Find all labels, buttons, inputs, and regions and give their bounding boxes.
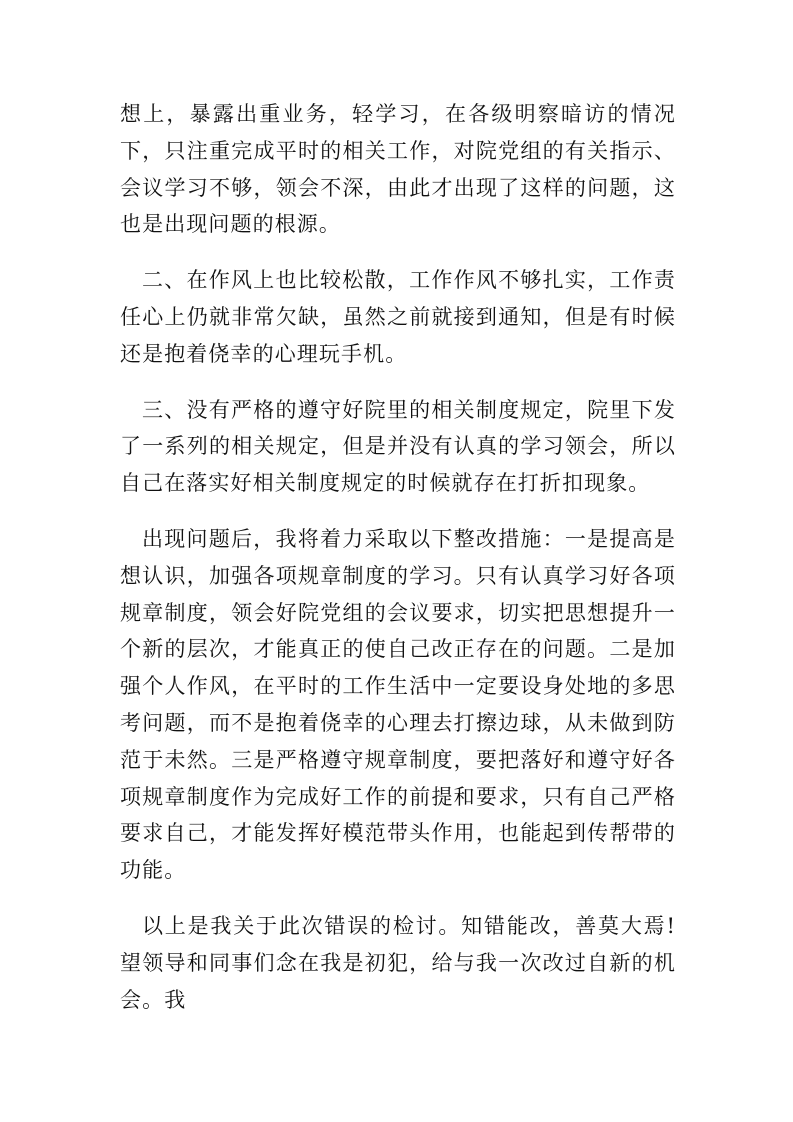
paragraph-conclusion: 以上是我关于此次错误的检讨。知错能改，善莫大焉!望领导和同事们念在我是初犯，给与我一次改过自新的机会。我 xyxy=(120,913,676,1012)
document-body xyxy=(120,96,676,1037)
paragraph-rules-compliance: 三、没有严格的遵守好院里的相关制度规定，院里下发了一系列的相关规定，但是并没有认真的学习领会，所以自己在落实好相关制度规定的时候就存在打折扣现象。 xyxy=(120,397,676,496)
paragraph-continuation: 想上，暴露出重业务，轻学习，在各级明察暗访的情况下，只注重完成平时的相关工作，对院党组的有关指示、会议学习不够，领会不深，由此才出现了这样的问题，这也是出现问题的根源。 xyxy=(120,102,676,237)
paragraph-rectification-measures: 出现问题后，我将着力采取以下整改措施：一是提高是想认识，加强各项规章制度的学习。只有认真学习好各项规章制度，领会好院党组的会议要求，切实把思想提升一个新的层次，才能真正的使自己改正存在的问题。二是加强个人作风，在平时的工作生活中一定要设身处地的多思考问题，而不是抱着侥幸的心理去打擦边球，从未做到防范于未然。三是严格遵守规章制度，要把落好和遵守好各项规章制度作为完成好工作的前提和要求，只有自己严格要求自己，才能发挥好模范带头作用，也能起到传帮带的功能。 xyxy=(120,526,676,883)
paragraph-work-style: 二、在作风上也比较松散，工作作风不够扎实，工作责任心上仍就非常欠缺，虽然之前就接到通知，但是有时候还是抱着侥幸的心理玩手机。 xyxy=(120,268,676,366)
